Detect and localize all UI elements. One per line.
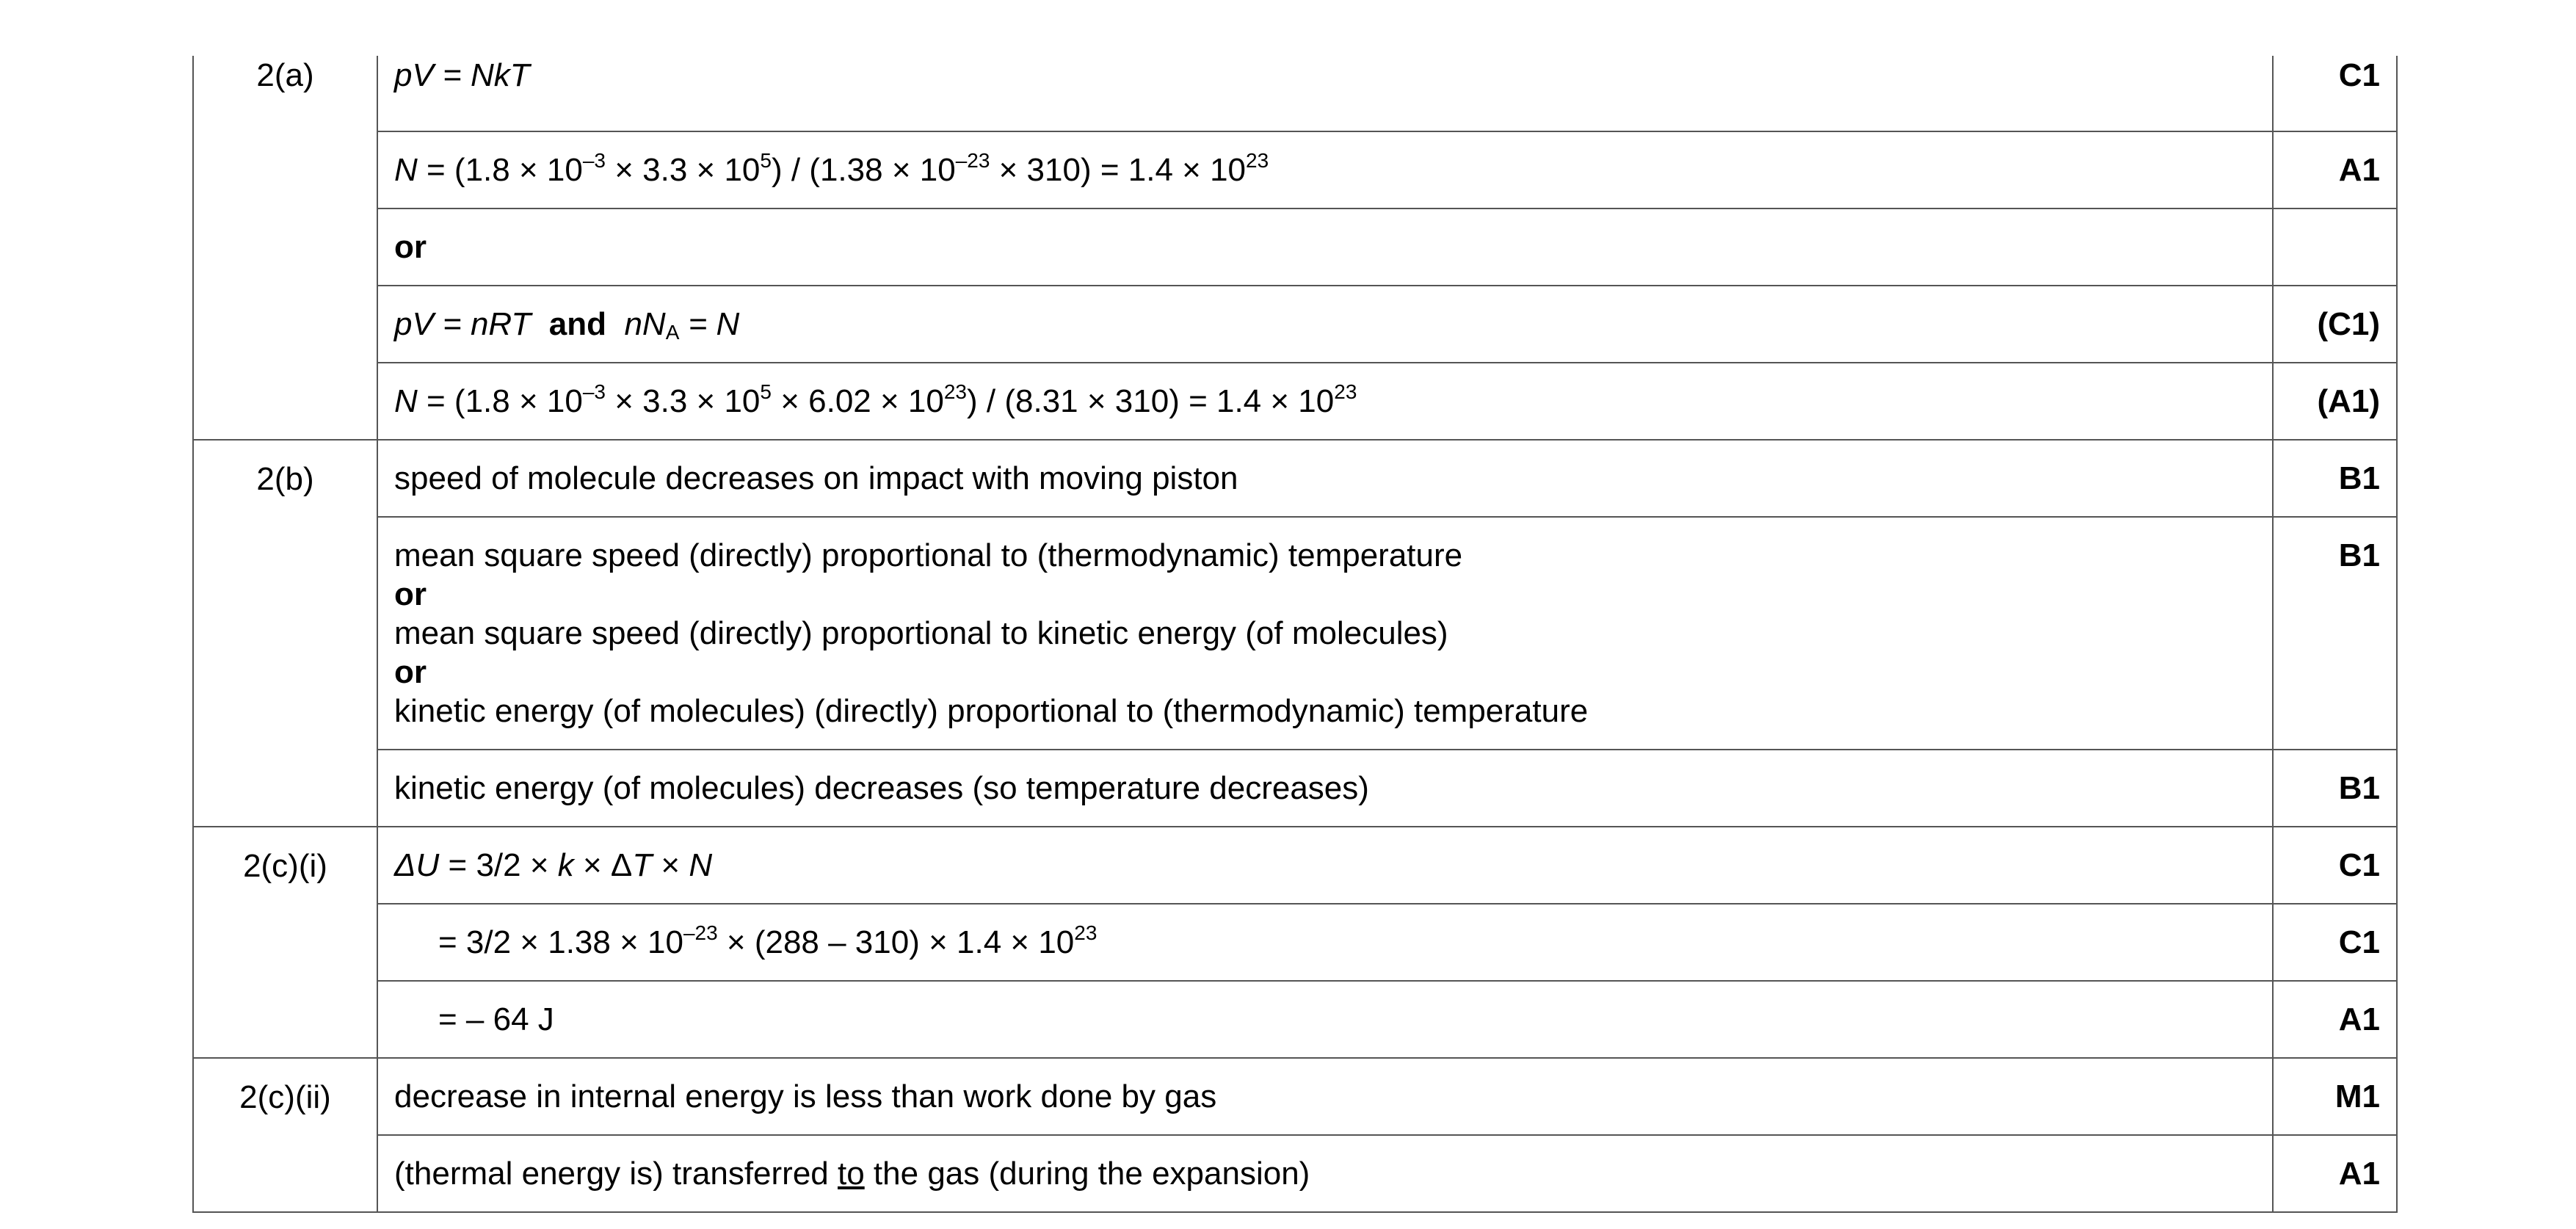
- mark-cell: A1: [2273, 1135, 2397, 1212]
- table-row: [193, 1135, 2397, 1212]
- mark-cell: B1: [2273, 440, 2397, 517]
- answer-cell: mean square speed (directly) proportional to (thermodynamic) temperature or mean square speed (directly) proportional to kinetic energy (of molecules) or kinetic energy (of molecules) (directly) proportional to (thermodynamic) temperature: [377, 517, 2273, 750]
- table-row: [193, 981, 2397, 1058]
- table-row: [193, 363, 2397, 440]
- mark-cell: (C1): [2273, 286, 2397, 363]
- mark-cell: C1: [2273, 827, 2397, 904]
- answer-cell: pV = nRT and $nN_A = N$: [377, 286, 2273, 363]
- question-number: 2(a): [193, 56, 377, 440]
- mark-cell: B1: [2273, 517, 2397, 750]
- table-row: [193, 209, 2397, 286]
- answer-cell: ΔU = 3/2 × k × ΔT × N: [377, 827, 2273, 904]
- table-row: [193, 440, 2397, 517]
- answer-cell: or: [377, 209, 2273, 286]
- table-row: [193, 131, 2397, 209]
- question-number: 2(c)(ii): [193, 1058, 377, 1212]
- answer-cell: kinetic energy (of molecules) decreases (so temperature decreases): [377, 750, 2273, 827]
- answer-cell: = $3/2 \times 1.38 \times 10^{-23} \times (288 - 310) \times 1.4 \times 10^{23}$: [377, 904, 2273, 981]
- answer-cell: = – 64 J: [377, 981, 2273, 1058]
- question-number: 2(c)(i): [193, 827, 377, 1058]
- mark-cell: A1: [2273, 981, 2397, 1058]
- table-row: [193, 750, 2397, 827]
- mark-scheme-table: [192, 56, 2398, 1213]
- mark-cell: M1: [2273, 1058, 2397, 1135]
- table-row: [193, 1058, 2397, 1135]
- mark-cell: A1: [2273, 131, 2397, 209]
- mark-cell: [2273, 209, 2397, 286]
- table-row: [193, 827, 2397, 904]
- mark-cell: C1: [2273, 56, 2397, 131]
- answer-cell: pV = NkT: [377, 56, 2273, 131]
- table-row: [193, 517, 2397, 750]
- question-number: 2(b): [193, 440, 377, 827]
- table-row: [193, 904, 2397, 981]
- answer-cell: $N = (1.8 \times 10^{-3} \times 3.3 \times 10^5 \times 6.02 \times 10^{23}) / (8.31 \times 310) = 1.4 \times 10^{23}$: [377, 363, 2273, 440]
- answer-cell: speed of molecule decreases on impact with moving piston: [377, 440, 2273, 517]
- mark-cell: C1: [2273, 904, 2397, 981]
- answer-cell: $N = (1.8 \times 10^{-3} \times 3.3 \times 10^5) / (1.38 \times 10^{-23} \times 310) = 1.4 \times 10^{23}$: [377, 131, 2273, 209]
- answer-cell: decrease in internal energy is less than work done by gas: [377, 1058, 2273, 1135]
- mark-cell: (A1): [2273, 363, 2397, 440]
- table-row: [193, 286, 2397, 363]
- mark-cell: B1: [2273, 750, 2397, 827]
- table-row: [193, 56, 2397, 131]
- answer-cell: (thermal energy is) transferred to the gas (during the expansion): [377, 1135, 2273, 1212]
